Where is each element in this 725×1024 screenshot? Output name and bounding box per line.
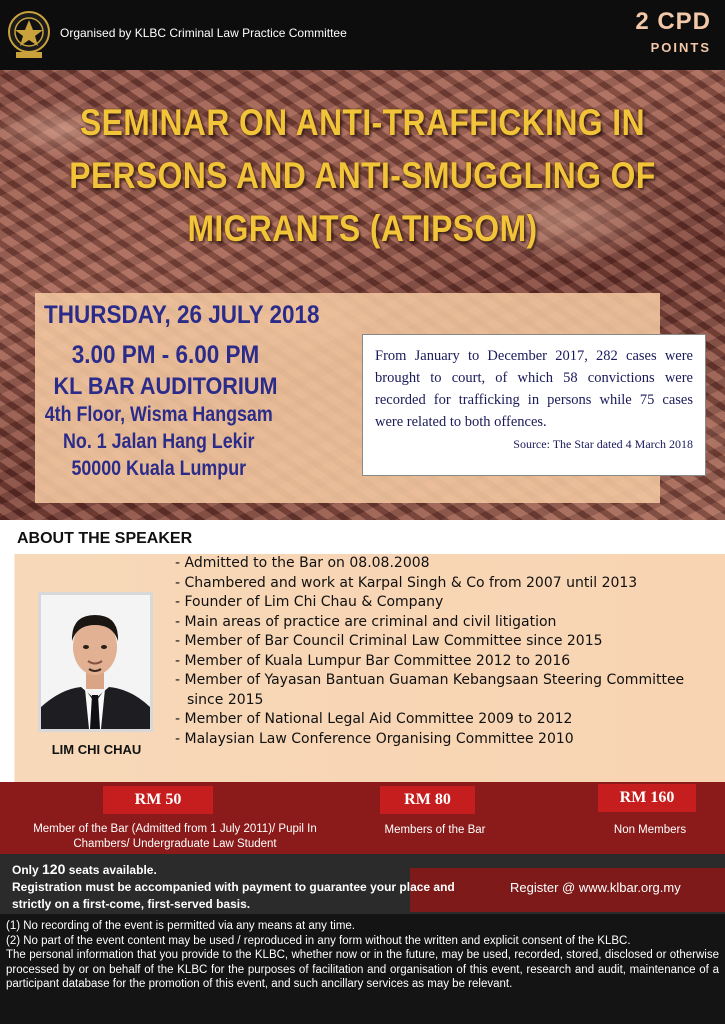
price-desc-tier1: Member of the Bar (Admitted from 1 July 2011)/ Pupil In Chambers/ Undergraduate Law Student bbox=[33, 823, 317, 850]
title-line-1: SEMINAR ON ANTI-TRAFFICKING IN bbox=[79, 102, 645, 143]
price-tag-rm160: RM 160 bbox=[598, 784, 696, 812]
credential-item: - Member of Kuala Lumpur Bar Committee 2012 to 2016 bbox=[175, 652, 571, 669]
price-tag-rm80: RM 80 bbox=[380, 786, 475, 814]
quote-source: Source: The Star dated 4 March 2018 bbox=[513, 437, 693, 451]
statistics-quote-box bbox=[362, 334, 706, 476]
privacy-notice: The personal information that you provide to the KLBC, whether now or in the future, may be used, recorded, stored, disclosed or otherwise processed by or on behalf of the KLBC for the purposes of facilitation and organisation of this event, research and audit, maintenance of a participant database for the promotion of this event, and such ancillary services as may be relevant. bbox=[6, 949, 719, 990]
organiser-text: Organised by KLBC Criminal Law Practice Committee bbox=[60, 26, 347, 40]
seats-prefix: Only bbox=[12, 863, 39, 877]
event-date: THURSDAY, 26 JULY 2018 bbox=[44, 301, 320, 329]
cpd-points-value: 2 CPD bbox=[635, 8, 711, 35]
top-bar bbox=[0, 0, 725, 70]
credential-item: - Admitted to the Bar on 08.08.2008 bbox=[175, 555, 430, 571]
seminar-title bbox=[51, 96, 675, 255]
title-line-2: PERSONS AND ANTI-SMUGGLING OF bbox=[69, 155, 656, 196]
seats-availability bbox=[12, 861, 157, 877]
credential-item: - Malaysian Law Conference Organising Committee 2010 bbox=[175, 730, 574, 747]
event-time: 3.00 PM - 6.00 PM bbox=[71, 341, 260, 369]
credential-item: - Member of National Legal Aid Committee 2009 to 2012 bbox=[175, 711, 573, 727]
seats-count: 120 bbox=[42, 861, 66, 877]
speaker-credentials-list bbox=[175, 554, 695, 749]
seats-suffix: seats available. bbox=[68, 863, 157, 877]
credential-item: - Founder of Lim Chi Chau & Company bbox=[175, 594, 444, 610]
price-desc-tier3: Non Members bbox=[613, 824, 687, 836]
credential-item: - Member of Yayasan Bantuan Guaman Kebangsaan Steering Committee since 2015 bbox=[175, 672, 685, 708]
footer-notes bbox=[6, 919, 719, 992]
credential-item: - Member of Bar Council Criminal Law Committee since 2015 bbox=[175, 633, 603, 649]
speaker-photo bbox=[38, 592, 153, 732]
title-line-3: MIGRANTS (ATIPSOM) bbox=[187, 208, 538, 249]
speaker-section bbox=[0, 520, 725, 782]
statistics-quote: From January to December 2017, 282 cases were brought to court, of which 58 convictions were recorded for trafficking in persons while 75 cases were related to both offences. bbox=[375, 348, 693, 430]
speaker-name: LIM CHI CHAU bbox=[51, 742, 142, 757]
venue-address-line-3: 50000 Kuala Lumpur bbox=[71, 457, 247, 480]
venue-address-line-1: 4th Floor, Wisma Hangsam bbox=[44, 403, 273, 426]
credential-item: - Chambered and work at Karpal Singh & Co from 2007 until 2013 bbox=[175, 574, 638, 591]
venue-address-line-2: No. 1 Jalan Hang Lekir bbox=[63, 430, 255, 453]
register-link[interactable]: Register @ www.klbar.org.my bbox=[510, 880, 681, 895]
event-venue: KL BAR AUDITORIUM bbox=[53, 373, 278, 400]
footer-note-2: (2) No part of the event content may be used / reproduced in any form without the written and explicit consent of the KLBC. bbox=[6, 934, 631, 947]
credential-item: - Main areas of practice are criminal and civil litigation bbox=[175, 613, 557, 630]
speaker-portrait-icon bbox=[41, 595, 150, 729]
about-speaker-heading: ABOUT THE SPEAKER bbox=[17, 530, 193, 547]
price-desc-tier2: Members of the Bar bbox=[384, 824, 486, 836]
cpd-points-label: POINTS bbox=[650, 40, 711, 55]
price-tag-rm50: RM 50 bbox=[103, 786, 213, 814]
registration-notice: Registration must be accompanied with payment to guarantee your place and strictly on a first-come, first-served basis. bbox=[12, 880, 455, 911]
klbc-logo-icon bbox=[6, 8, 52, 60]
footer-note-1: (1) No recording of the event is permitted via any means at any time. bbox=[6, 920, 355, 932]
hero-banner bbox=[0, 70, 725, 520]
